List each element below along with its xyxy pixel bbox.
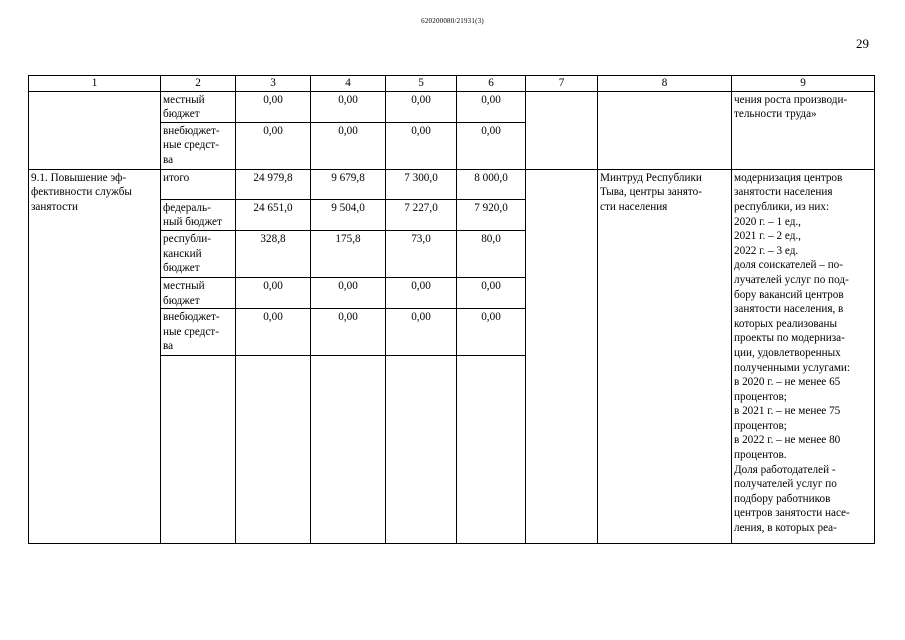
value-cell: 0,00 [311,277,386,308]
column-header: 7 [526,76,598,92]
value-cell: 0,00 [457,91,526,122]
value-cell: 73,0 [386,230,457,277]
funding-source-cell: внебюджет- ные средст- ва [161,122,236,169]
value-cell: 7 300,0 [386,169,457,199]
value-cell: 0,00 [386,91,457,122]
column-header: 8 [598,76,732,92]
column-header: 4 [311,76,386,92]
indicators-cell: модернизация центров занятости населения республики, из них: 2020 г. – 1 ед., 2021 г. – 2 ед., 2022 г. – 3 ед. доля соискателей – по- лучателей услуг по под- бору вакансий центров занятости населения, в которых реализованы проекты по модерниза- ции, удовлетворенных полученными услугами: в 2020 г. – не менее 65 процентов; в 2021 г. – не менее 75 процентов; в 2022 г. – не менее 80 процентов. Доля работодателей - получателей услуг по подбору работников центров занятости насе- ления, в которых реа- [732,169,875,543]
value-cell: 24 651,0 [236,199,311,230]
column-header: 6 [457,76,526,92]
value-cell: 9 504,0 [311,199,386,230]
value-cell: 80,0 [457,230,526,277]
col7-cell-empty [526,91,598,169]
funding-source-cell: федераль- ный бюджет [161,199,236,230]
value-cell: 0,00 [311,309,386,356]
table-row [29,169,875,199]
executor-cell: Минтруд Республики Тыва, центры занято- сти населения [598,169,732,543]
value-cell: 0,00 [386,309,457,356]
budget-table [28,75,875,544]
activity-name-cell: 9.1. Повышение эф- фективности службы занятости [29,169,161,543]
funding-source-cell: республи- канский бюджет [161,230,236,277]
value-cell: 0,00 [386,122,457,169]
column-header: 1 [29,76,161,92]
value-cell: 0,00 [457,277,526,308]
funding-source-cell: местный бюджет [161,277,236,308]
filler-cell [311,356,386,544]
value-cell: 0,00 [386,277,457,308]
value-cell: 24 979,8 [236,169,311,199]
filler-cell [386,356,457,544]
page-number: 29 [856,36,869,51]
value-cell: 175,8 [311,230,386,277]
executor-cell-empty [598,91,732,169]
value-cell: 0,00 [236,277,311,308]
column-header: 5 [386,76,457,92]
name-cell-empty [29,91,161,169]
document-id: 620200080/21931(3) [421,17,484,25]
indicators-cell: чения роста производи- тельности труда» [732,91,875,169]
value-cell: 0,00 [236,309,311,356]
col7-cell-empty [526,169,598,543]
value-cell: 0,00 [236,91,311,122]
column-header: 3 [236,76,311,92]
funding-source-cell: внебюджет- ные средст- ва [161,309,236,356]
value-cell: 328,8 [236,230,311,277]
filler-cell [457,356,526,544]
value-cell: 0,00 [311,91,386,122]
funding-source-cell: местный бюджет [161,91,236,122]
column-header: 9 [732,76,875,92]
filler-cell [161,356,236,544]
filler-cell [236,356,311,544]
value-cell: 0,00 [236,122,311,169]
table-header-row [29,76,875,92]
value-cell: 0,00 [457,122,526,169]
funding-source-cell: итого [161,169,236,199]
value-cell: 7 227,0 [386,199,457,230]
value-cell: 9 679,8 [311,169,386,199]
value-cell: 8 000,0 [457,169,526,199]
table-row [29,91,875,122]
value-cell: 7 920,0 [457,199,526,230]
column-header: 2 [161,76,236,92]
value-cell: 0,00 [457,309,526,356]
value-cell: 0,00 [311,122,386,169]
